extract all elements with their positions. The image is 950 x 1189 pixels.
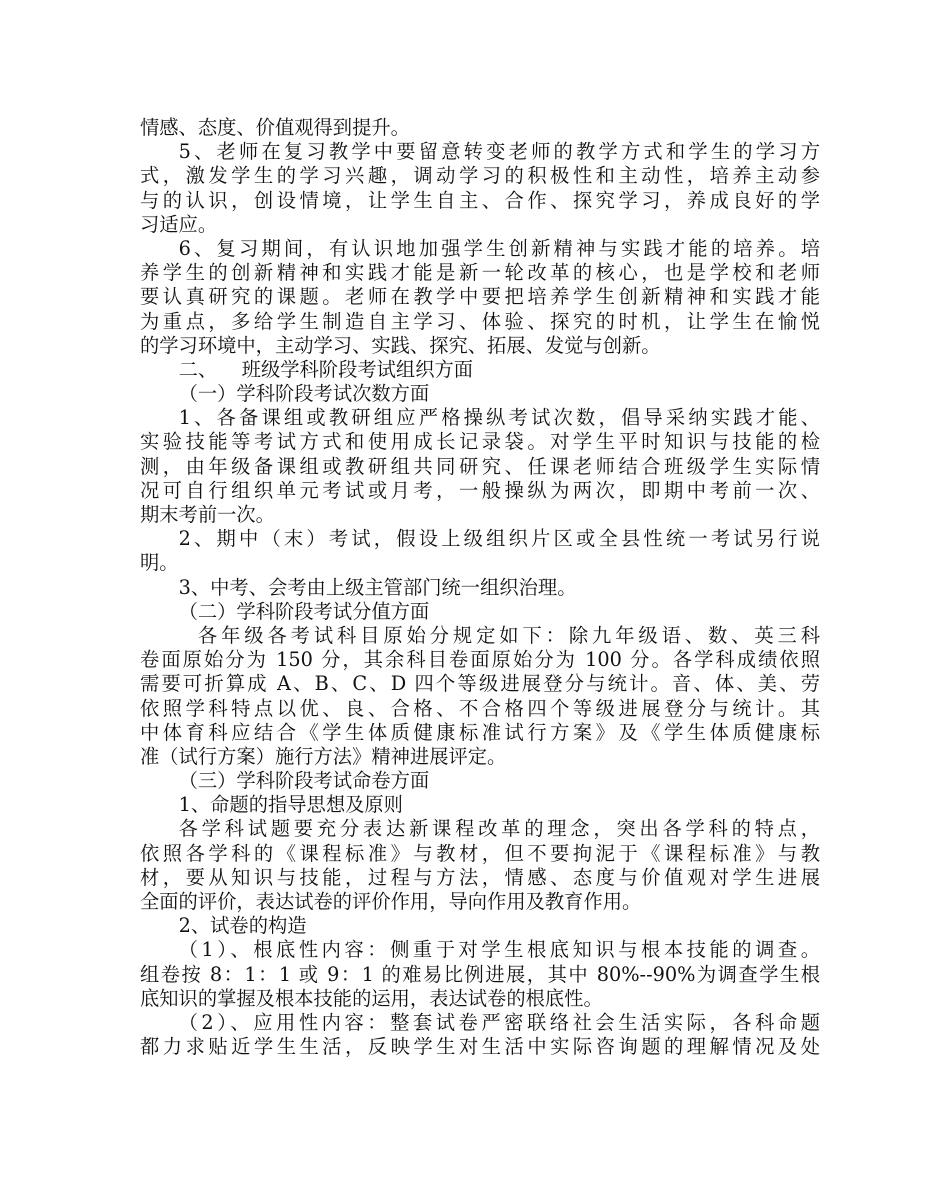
text-line: 与的认识，创设情境，让学生自主、合作、探究学习，养成良好的学 [140, 188, 820, 212]
text-line: 依照学科特点以优、良、合格、不合格四个等级进展登分与统计。其 [140, 696, 820, 720]
text-line: 2、试卷的构造 [178, 914, 307, 938]
text-line: 1、命题的指导思想及原则 [178, 793, 403, 817]
text-line: 都力求贴近学生生活，反映学生对生活中实际咨询题的理解情况及处 [140, 1035, 820, 1059]
text-line: 养学生的创新精神和实践才能是新一轮改革的核心，也是学校和老师 [140, 261, 820, 285]
text-line: 材，要从知识与技能，过程与方法，情感、态度与价值观对学生进展 [140, 865, 820, 889]
text-line: 测，由年级备课组或教研组共同研究、任课老师结合班级学生实际情 [140, 454, 820, 478]
document-body [140, 116, 820, 1059]
text-line: 1、各备课组或教研组应严格操纵考试次数，倡导采纳实践才能、 [178, 406, 820, 430]
text-line: 明。 [140, 551, 179, 575]
text-line: 各年级各考试科目原始分规定如下：除九年级语、数、英三科 [197, 623, 820, 647]
text-line: 准（试行方案）施行方法》精神进展评定。 [140, 744, 507, 768]
text-line: 为重点，多给学生制造自主学习、体验、探究的时机，让学生在愉悦 [140, 309, 820, 333]
text-line: 需要可折算成 A、B、C、D 四个等级进展登分与统计。音、体、美、劳 [140, 672, 820, 696]
text-line: 式，激发学生的学习兴趣，调动学习的积极性和主动性，培养主动参 [140, 164, 820, 188]
text-line: 依照各学科的《课程标准》与教材，但不要拘泥于《课程标准》与教 [140, 841, 820, 865]
text-line: 期末考前一次。 [140, 503, 275, 526]
text-line: 底知识的掌握及根本技能的运用，表达试卷的根底性。 [140, 986, 603, 1010]
text-line: 的学习环境中，主动学习、实践、探究、拓展、发觉与创新。 [140, 333, 661, 357]
text-line: 卷面原始分为 150 分，其余科目卷面原始分为 100 分。各学科成绩依照 [140, 648, 820, 672]
text-line: 况可自行组织单元考试或月考，一般操纵为两次，即期中考前一次、 [140, 478, 820, 502]
text-line: （一）学科阶段考试次数方面 [178, 382, 430, 406]
text-line: （二）学科阶段考试分值方面 [178, 599, 430, 623]
text-line: 实验技能等考试方式和使用成长记录袋。对学生平时知识与技能的检 [140, 430, 820, 454]
text-line: （三）学科阶段考试命卷方面 [178, 769, 430, 793]
text-line: 各学科试题要充分表达新课程改革的理念，突出各学科的特点， [178, 817, 820, 841]
text-line: 5、老师在复习教学中要留意转变老师的教学方式和学生的学习方 [178, 140, 820, 164]
text-line: 全面的评价，表达试卷的评价作用，导向作用及教育作用。 [140, 890, 642, 913]
text-line: 3、中考、会考由上级主管部门统一组织治理。 [178, 575, 577, 599]
text-line: 情感、态度、价值观得到提升。 [140, 116, 410, 139]
text-line: 习适应。 [140, 212, 218, 236]
text-line: （1）、根底性内容：侧重于对学生根底知识与根本技能的调查。 [178, 938, 820, 962]
text-line: 要认真研究的课题。老师在教学中要把培养学生创新精神和实践才能 [140, 285, 820, 309]
text-line: （2）、应用性内容：整套试卷严密联络社会生活实际，各科命题 [178, 1010, 820, 1034]
text-line: 组卷按 8：1：1 或 9：1 的难易比例进展，其中 80%--90%为调查学生根 [140, 962, 820, 986]
text-line: 2、期中（末）考试，假设上级组织片区或全县性统一考试另行说 [178, 527, 820, 551]
text-line: 二、 班级学科阶段考试组织方面 [178, 357, 474, 381]
text-line: 6、复习期间，有认识地加强学生创新精神与实践才能的培养。培 [178, 236, 820, 260]
text-line: 中体育科应结合《学生体质健康标准试行方案》及《学生体质健康标 [140, 720, 820, 744]
